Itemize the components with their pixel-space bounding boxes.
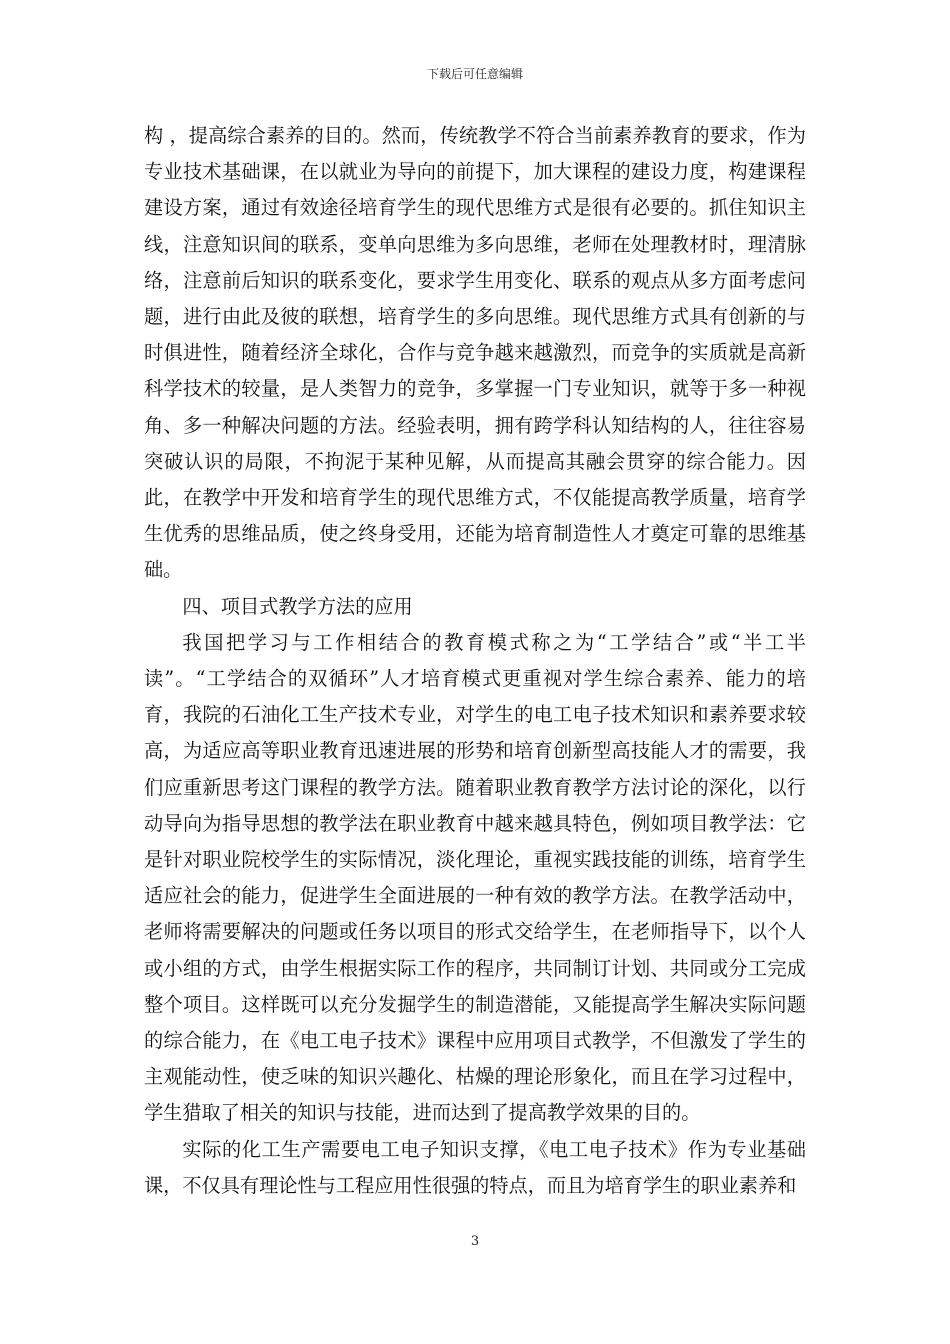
document-body	[144, 118, 806, 1204]
section-heading-project-teaching: 四、项目式教学方法的应用	[182, 594, 413, 618]
page-number: 3	[470, 1234, 480, 1249]
paragraph-chemical-production: 实际的化工生产需要电工电子知识支撑，《电工电子技术》作为专业基础课，不仅具有理论性与工程应用性很强的特点，而且为培育学生的职业素养和	[144, 1137, 806, 1197]
page-header: 下载后可任意编辑	[426, 67, 523, 81]
paragraph-work-study: 我国把学习与工作相结合的教育模式称之为“工学结合”或“半工半读”。“工学结合的双循环”人才培育模式更重视对学生综合素养、能力的培育，我院的石油化工生产技术专业，对学生的电工电子技术知识和素养要求较高，为适应高等职业教育迅速进展的形势和培育创新型高技能人才的需要，我们应重新思考这门课程的教学方法。随着职业教育教学方法讨论的深化，以行动导向为指导思想的教学法在职业教育中越来越具特色，例如项目教学法：它是针对职业院校学生的实际情况，淡化理论，重视实践技能的训练，培育学生适应社会的能力，促进学生全面进展的一种有效的教学方法。在教学活动中，老师将需要解决的问题或任务以项目的形式交给学生，在老师指导下，以个人或小组的方式，由学生根据实际工作的程序，共同制订计划、共同或分工完成整个项目。这样既可以充分发掘学生的制造潜能，又能提高学生解决实际问题的综合能力，在《电工电子技术》课程中应用项目式教学，不但激发了学生的主观能动性，使乏味的知识兴趣化、枯燥的理论形象化，而且在学习过程中，学生猎取了相关的知识与技能，进而达到了提高教学效果的目的。	[144, 630, 806, 1125]
paragraph-continuation: 构 ，提高综合素养的目的。然而，传统教学不符合当前素养教育的要求，作为专业技术基础课，在以就业为导向的前提下，加大课程的建设力度，构建课程建设方案，通过有效途径培育学生的现代思维方式是很有必要的。抓住知识主线，注意知识间的联系，变单向思维为多向思维，老师在处理教材时，理清脉络，注意前后知识的联系变化，要求学生用变化、联系的观点从多方面考虑问题，进行由此及彼的联想，培育学生的多向思维。现代思维方式具有创新的与时俱进性，随着经济全球化，合作与竞争越来越激烈，而竞争的实质就是高新科学技术的较量，是人类智力的竞争，多掌握一门专业知识，就等于多一种视角、多一种解决问题的方法。经验表明，拥有跨学科认知结构的人，往往容易突破认识的局限，不拘泥于某种见解，从而提高其融会贯穿的综合能力。因此，在教学中开发和培育学生的现代思维方式，不仅能提高教学质量，培育学生优秀的思维品质，使之终身受用，还能为培育制造性人才奠定可靠的思维基础。	[144, 124, 806, 582]
